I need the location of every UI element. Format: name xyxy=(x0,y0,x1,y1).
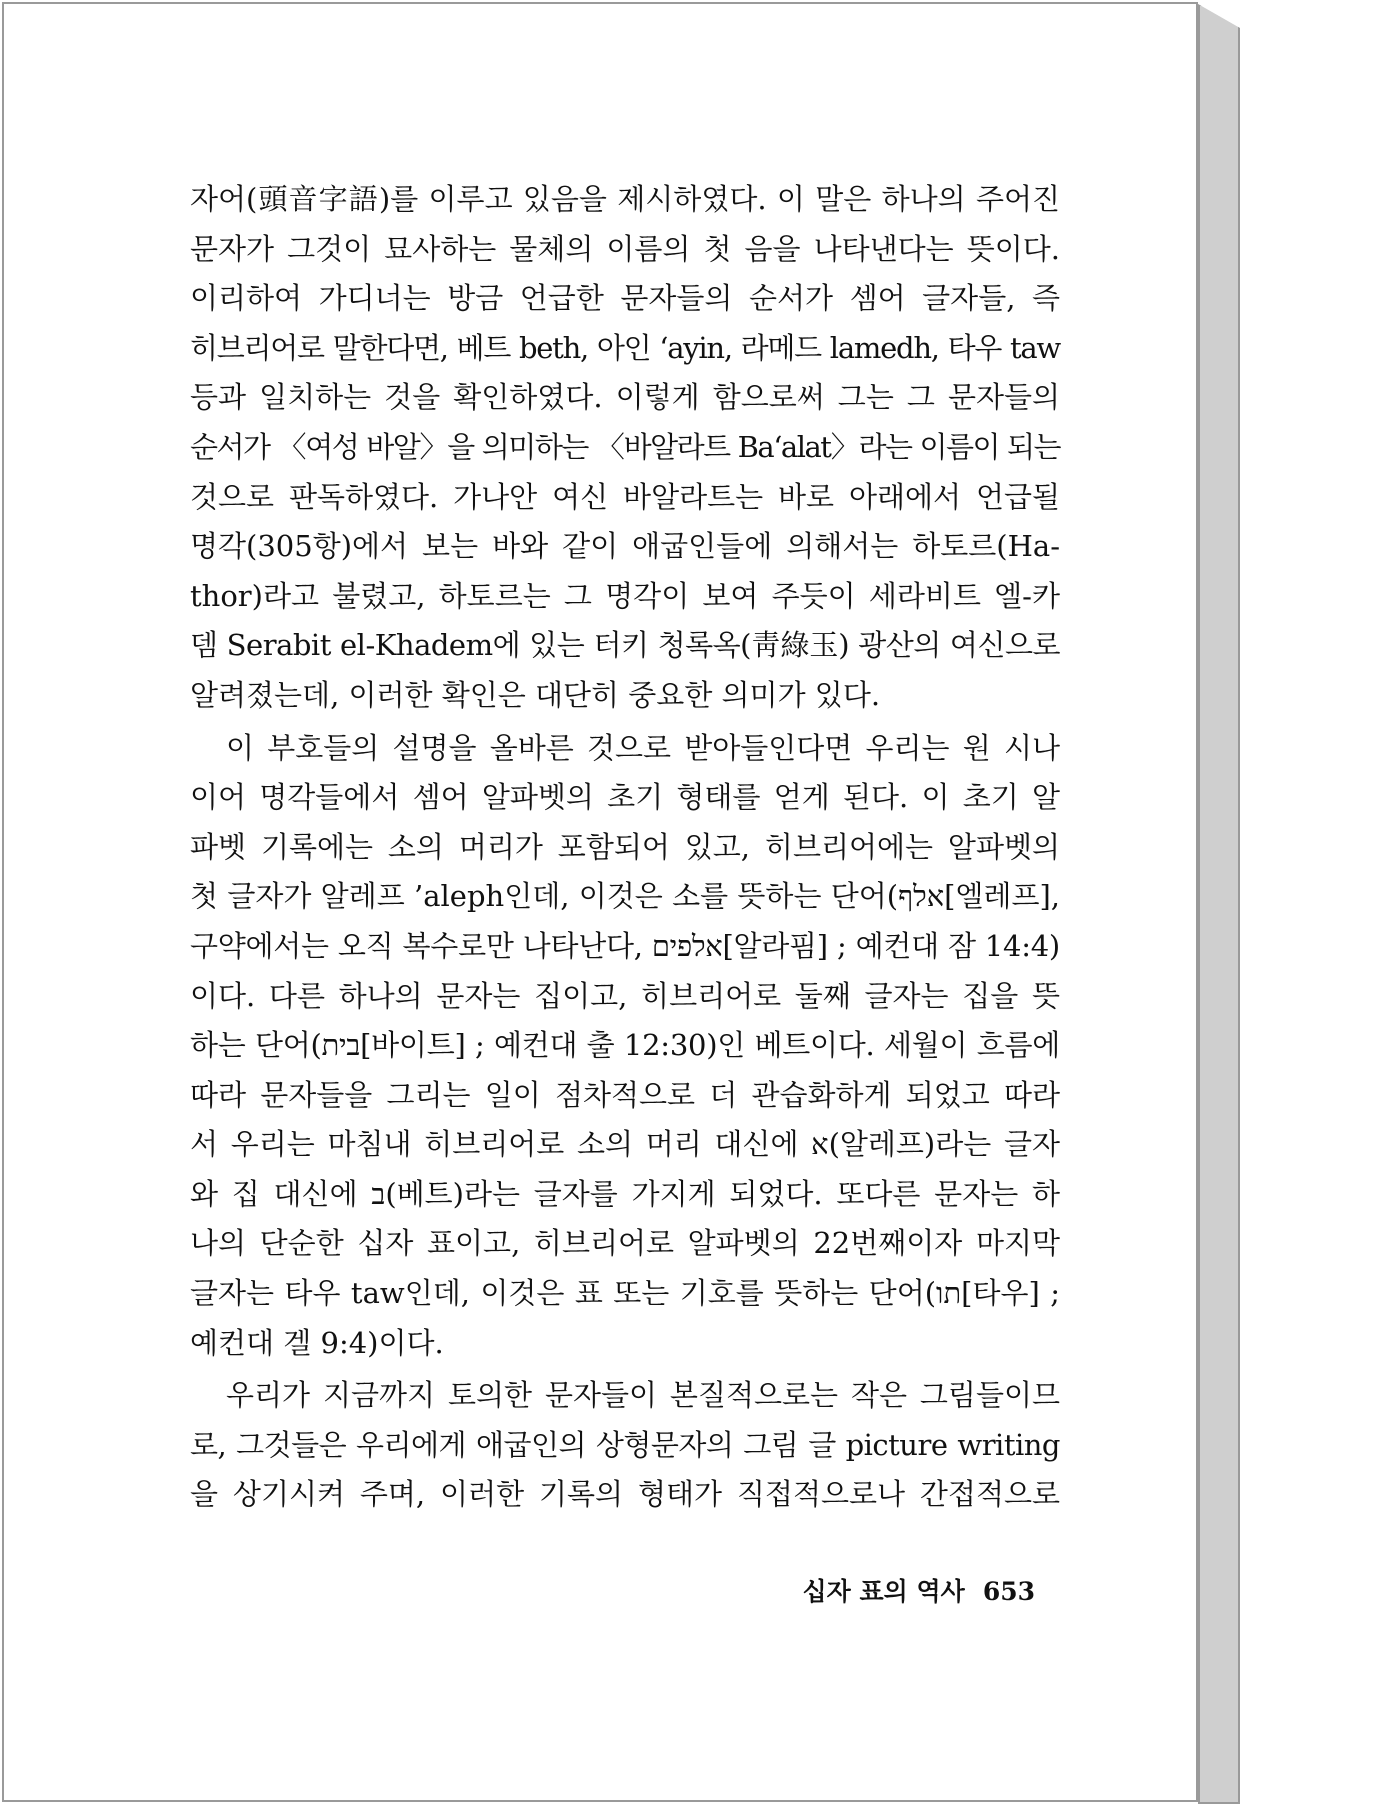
text-line: 자어(頭音字語)를 이루고 있음을 제시하였다. 이 말은 하나의 주어진 xyxy=(190,182,1060,216)
text-line: 우리가 지금까지 토의한 문자들이 본질적으로는 작은 그림들이므 xyxy=(226,1378,1060,1413)
text-line: 하는 단어(בית[바이트] ; 예컨대 출 12:30)인 베트이다. 세월이 흐름에 xyxy=(190,1028,1060,1063)
running-title: 십자 표의 역사 xyxy=(802,1577,965,1606)
text-line: 을 상기시켜 주며, 이러한 기록의 형태가 직접적으로나 간접적으로 xyxy=(190,1477,1060,1512)
text-line: 이 부호들의 설명을 올바른 것으로 받아들인다면 우리는 원 시나 xyxy=(226,730,1060,765)
text-line: 나의 단순한 십자 표이고, 히브리어로 알파벳의 22번째이자 마지막 xyxy=(190,1226,1060,1261)
text-line: 히브리어로 말한다면, 베트 beth, 아인 ‘ayin, 라메드 lamedh, 타우 taw xyxy=(190,330,1060,365)
text-line: thor)라고 불렸고, 하토르는 그 명각이 보여 주듯이 세라비트 엘-카 xyxy=(190,578,1060,613)
text-line: 서 우리는 마침내 히브리어로 소의 머리 대신에 א(알레프)라는 글자 xyxy=(190,1127,1061,1162)
text-line: 뎀 Serabit el-Khadem에 있는 터키 청록옥(靑綠玉) 광산의 여신으로 xyxy=(190,628,1060,663)
text-line: 글자는 타우 taw인데, 이것은 표 또는 기호를 뜻하는 단어(תו[타우] ; xyxy=(190,1276,1060,1311)
text-line: 알려졌는데, 이러한 확인은 대단히 중요한 의미가 있다. xyxy=(190,677,881,712)
text-line: 문자가 그것이 묘사하는 물체의 이름의 첫 음을 나타낸다는 뜻이다. xyxy=(190,231,1060,266)
text-line: 구약에서는 오직 복수로만 나타난다, אלפים[알라핌] ; 예컨대 잠 14:4) xyxy=(190,928,1060,963)
page-footer xyxy=(803,1572,1036,1608)
body-text xyxy=(190,175,1060,1520)
text-line: 등과 일치하는 것을 확인하였다. 이렇게 함으로써 그는 그 문자들의 xyxy=(190,380,1060,415)
text-line: 파벳 기록에는 소의 머리가 포함되어 있고, 히브리어에는 알파벳의 xyxy=(190,829,1060,864)
text-line: 이리하여 가디너는 방금 언급한 문자들의 순서가 셈어 글자들, 즉 xyxy=(190,281,1060,316)
book-page-edge xyxy=(1198,4,1240,1804)
text-line: 와 집 대신에 ב(베트)라는 글자를 가지게 되었다. 또다른 문자는 하 xyxy=(190,1176,1060,1211)
text-line: 예컨대 겔 9:4)이다. xyxy=(190,1325,444,1360)
text-line: 것으로 판독하였다. 가나안 여신 바알라트는 바로 아래에서 언급될 xyxy=(190,479,1060,514)
text-line: 첫 글자가 알레프 ’aleph인데, 이것은 소를 뜻하는 단어(אלף[엘레프], xyxy=(190,879,1060,914)
text-line: 이어 명각들에서 셈어 알파벳의 초기 형태를 얻게 된다. 이 초기 알 xyxy=(190,780,1060,815)
text-line: 명각(305항)에서 보는 바와 같이 애굽인들에 의해서는 하토르(Ha- xyxy=(190,529,1060,564)
text-line: 순서가 〈여성 바알〉을 의미하는 〈바알라트 Ba‘alat〉라는 이름이 되는 xyxy=(190,429,1060,464)
text-line: 로, 그것들은 우리에게 애굽인의 상형문자의 그림 글 picture writing xyxy=(190,1427,1060,1462)
text-line: 이다. 다른 하나의 문자는 집이고, 히브리어로 둘째 글자는 집을 뜻 xyxy=(190,978,1060,1013)
text-line: 따라 문자들을 그리는 일이 점차적으로 더 관습화하게 되었고 따라 xyxy=(190,1077,1060,1112)
page-number: 653 xyxy=(982,1577,1035,1606)
